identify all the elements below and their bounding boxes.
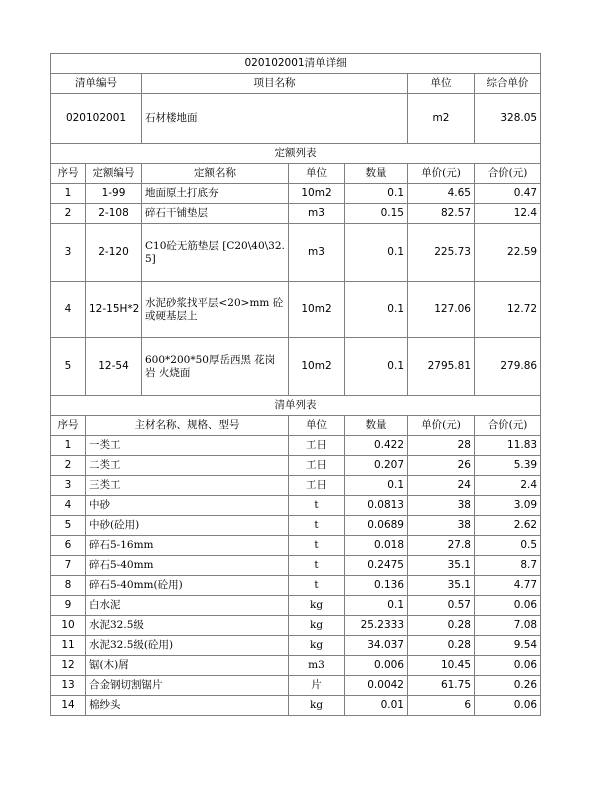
material-row xyxy=(51,556,541,576)
quota-price: 2795.81 xyxy=(408,338,475,396)
material-name: 碎石5-40mm(砼用) xyxy=(86,576,289,596)
quota-code: 2-108 xyxy=(86,204,142,224)
quota-name: C10砼无筋垫层 [C20\40\32.5] xyxy=(142,224,289,282)
material-no: 8 xyxy=(51,576,86,596)
quota-row xyxy=(51,184,541,204)
material-row xyxy=(51,676,541,696)
item-price: 328.05 xyxy=(475,94,541,144)
material-qty: 0.018 xyxy=(345,536,408,556)
material-col-no: 序号 xyxy=(51,416,86,436)
material-total: 5.39 xyxy=(475,456,541,476)
material-price: 38 xyxy=(408,496,475,516)
material-section-title: 清单列表 xyxy=(51,396,541,416)
material-name: 二类工 xyxy=(86,456,289,476)
material-qty: 0.2475 xyxy=(345,556,408,576)
quota-unit: 10m2 xyxy=(289,184,345,204)
sheet-title: 020102001清单详细 xyxy=(51,54,541,74)
material-price: 28 xyxy=(408,436,475,456)
quota-total: 12.72 xyxy=(475,282,541,338)
material-unit: 工日 xyxy=(289,476,345,496)
quota-row xyxy=(51,338,541,396)
material-row xyxy=(51,496,541,516)
quota-col-unit: 单位 xyxy=(289,164,345,184)
item-code: 020102001 xyxy=(51,94,142,144)
material-name: 合金钢切割锯片 xyxy=(86,676,289,696)
material-name: 碎石5-40mm xyxy=(86,556,289,576)
material-row xyxy=(51,636,541,656)
quota-col-no: 序号 xyxy=(51,164,86,184)
material-row xyxy=(51,596,541,616)
material-total: 2.62 xyxy=(475,516,541,536)
material-price: 27.8 xyxy=(408,536,475,556)
material-no: 4 xyxy=(51,496,86,516)
material-unit: t xyxy=(289,536,345,556)
item-header-row xyxy=(51,74,541,94)
quota-qty: 0.1 xyxy=(345,184,408,204)
quota-qty: 0.1 xyxy=(345,282,408,338)
title-row xyxy=(51,54,541,74)
quota-code: 2-120 xyxy=(86,224,142,282)
quota-price: 4.65 xyxy=(408,184,475,204)
item-row xyxy=(51,94,541,144)
material-qty: 25.2333 xyxy=(345,616,408,636)
quota-name: 地面原土打底夯 xyxy=(142,184,289,204)
material-no: 6 xyxy=(51,536,86,556)
quota-col-qty: 数量 xyxy=(345,164,408,184)
material-qty: 0.1 xyxy=(345,476,408,496)
material-no: 5 xyxy=(51,516,86,536)
material-no: 7 xyxy=(51,556,86,576)
quota-section-title: 定额列表 xyxy=(51,144,541,164)
material-name: 锯(木)屑 xyxy=(86,656,289,676)
material-qty: 0.0689 xyxy=(345,516,408,536)
material-name: 中砂(砼用) xyxy=(86,516,289,536)
quota-qty: 0.1 xyxy=(345,338,408,396)
quota-name: 600*200*50厚岳西黑 花岗岩 火烧面 xyxy=(142,338,289,396)
material-col-price: 单价(元) xyxy=(408,416,475,436)
material-price: 61.75 xyxy=(408,676,475,696)
material-row xyxy=(51,696,541,716)
material-price: 35.1 xyxy=(408,576,475,596)
quota-price: 127.06 xyxy=(408,282,475,338)
material-qty: 0.0813 xyxy=(345,496,408,516)
material-unit: t xyxy=(289,576,345,596)
material-name: 水泥32.5级 xyxy=(86,616,289,636)
material-no: 12 xyxy=(51,656,86,676)
quota-no: 1 xyxy=(51,184,86,204)
material-row xyxy=(51,656,541,676)
material-row xyxy=(51,456,541,476)
quota-unit: 10m2 xyxy=(289,338,345,396)
material-col-total: 合价(元) xyxy=(475,416,541,436)
quota-no: 3 xyxy=(51,224,86,282)
material-row xyxy=(51,436,541,456)
material-no: 14 xyxy=(51,696,86,716)
quota-name: 碎石干铺垫层 xyxy=(142,204,289,224)
item-unit: m2 xyxy=(408,94,475,144)
material-total: 3.09 xyxy=(475,496,541,516)
material-qty: 0.006 xyxy=(345,656,408,676)
material-qty: 0.01 xyxy=(345,696,408,716)
material-header-row xyxy=(51,416,541,436)
quota-no: 5 xyxy=(51,338,86,396)
quota-price: 225.73 xyxy=(408,224,475,282)
quota-unit: m3 xyxy=(289,224,345,282)
material-total: 7.08 xyxy=(475,616,541,636)
material-price: 0.28 xyxy=(408,616,475,636)
material-qty: 34.037 xyxy=(345,636,408,656)
material-price: 35.1 xyxy=(408,556,475,576)
material-total: 9.54 xyxy=(475,636,541,656)
material-price: 24 xyxy=(408,476,475,496)
quota-col-price: 单价(元) xyxy=(408,164,475,184)
code-header: 清单编号 xyxy=(51,74,142,94)
material-unit: 工日 xyxy=(289,456,345,476)
material-row xyxy=(51,576,541,596)
material-no: 10 xyxy=(51,616,86,636)
material-name: 白水泥 xyxy=(86,596,289,616)
quota-no: 2 xyxy=(51,204,86,224)
material-row xyxy=(51,536,541,556)
material-total: 0.26 xyxy=(475,676,541,696)
material-col-qty: 数量 xyxy=(345,416,408,436)
quota-price: 82.57 xyxy=(408,204,475,224)
material-no: 2 xyxy=(51,456,86,476)
material-unit: kg xyxy=(289,616,345,636)
material-price: 10.45 xyxy=(408,656,475,676)
quota-total: 279.86 xyxy=(475,338,541,396)
material-unit: t xyxy=(289,496,345,516)
material-total: 0.5 xyxy=(475,536,541,556)
quota-header-row xyxy=(51,164,541,184)
material-name: 碎石5-16mm xyxy=(86,536,289,556)
material-price: 0.28 xyxy=(408,636,475,656)
material-price: 6 xyxy=(408,696,475,716)
material-total: 8.7 xyxy=(475,556,541,576)
material-unit: kg xyxy=(289,696,345,716)
material-total: 0.06 xyxy=(475,696,541,716)
material-row xyxy=(51,516,541,536)
material-unit: kg xyxy=(289,596,345,616)
quota-name: 水泥砂浆找平层<20>mm 砼或硬基层上 xyxy=(142,282,289,338)
item-name: 石材楼地面 xyxy=(142,94,408,144)
material-unit: 工日 xyxy=(289,436,345,456)
material-name: 棉纱头 xyxy=(86,696,289,716)
material-unit: m3 xyxy=(289,656,345,676)
material-no: 11 xyxy=(51,636,86,656)
quota-total: 12.4 xyxy=(475,204,541,224)
material-total: 4.77 xyxy=(475,576,541,596)
material-price: 26 xyxy=(408,456,475,476)
quota-col-code: 定额编号 xyxy=(86,164,142,184)
quota-code: 1-99 xyxy=(86,184,142,204)
material-price: 38 xyxy=(408,516,475,536)
material-unit: t xyxy=(289,516,345,536)
material-qty: 0.207 xyxy=(345,456,408,476)
quota-total: 0.47 xyxy=(475,184,541,204)
material-total: 0.06 xyxy=(475,656,541,676)
quota-section-row xyxy=(51,144,541,164)
quota-code: 12-54 xyxy=(86,338,142,396)
quota-code: 12-15H*2 xyxy=(86,282,142,338)
material-name: 中砂 xyxy=(86,496,289,516)
material-total: 2.4 xyxy=(475,476,541,496)
material-total: 11.83 xyxy=(475,436,541,456)
quota-row xyxy=(51,204,541,224)
table-body xyxy=(51,54,541,716)
material-row xyxy=(51,476,541,496)
price-header: 综合单价 xyxy=(475,74,541,94)
unit-header: 单位 xyxy=(408,74,475,94)
material-qty: 0.0042 xyxy=(345,676,408,696)
quota-no: 4 xyxy=(51,282,86,338)
quota-row xyxy=(51,282,541,338)
material-no: 3 xyxy=(51,476,86,496)
quota-unit: m3 xyxy=(289,204,345,224)
material-name: 三类工 xyxy=(86,476,289,496)
material-price: 0.57 xyxy=(408,596,475,616)
material-qty: 0.136 xyxy=(345,576,408,596)
material-name: 水泥32.5级(砼用) xyxy=(86,636,289,656)
material-col-name: 主材名称、规格、型号 xyxy=(86,416,289,436)
material-unit: t xyxy=(289,556,345,576)
material-no: 1 xyxy=(51,436,86,456)
quota-qty: 0.15 xyxy=(345,204,408,224)
quota-col-total: 合价(元) xyxy=(475,164,541,184)
material-section-row xyxy=(51,396,541,416)
quota-row xyxy=(51,224,541,282)
material-qty: 0.1 xyxy=(345,596,408,616)
material-col-unit: 单位 xyxy=(289,416,345,436)
name-header: 项目名称 xyxy=(142,74,408,94)
material-row xyxy=(51,616,541,636)
material-unit: 片 xyxy=(289,676,345,696)
material-no: 13 xyxy=(51,676,86,696)
bill-detail-table xyxy=(50,53,541,716)
material-total: 0.06 xyxy=(475,596,541,616)
quota-unit: 10m2 xyxy=(289,282,345,338)
material-name: 一类工 xyxy=(86,436,289,456)
quota-qty: 0.1 xyxy=(345,224,408,282)
material-qty: 0.422 xyxy=(345,436,408,456)
quota-total: 22.59 xyxy=(475,224,541,282)
material-unit: kg xyxy=(289,636,345,656)
material-no: 9 xyxy=(51,596,86,616)
quota-col-name: 定额名称 xyxy=(142,164,289,184)
